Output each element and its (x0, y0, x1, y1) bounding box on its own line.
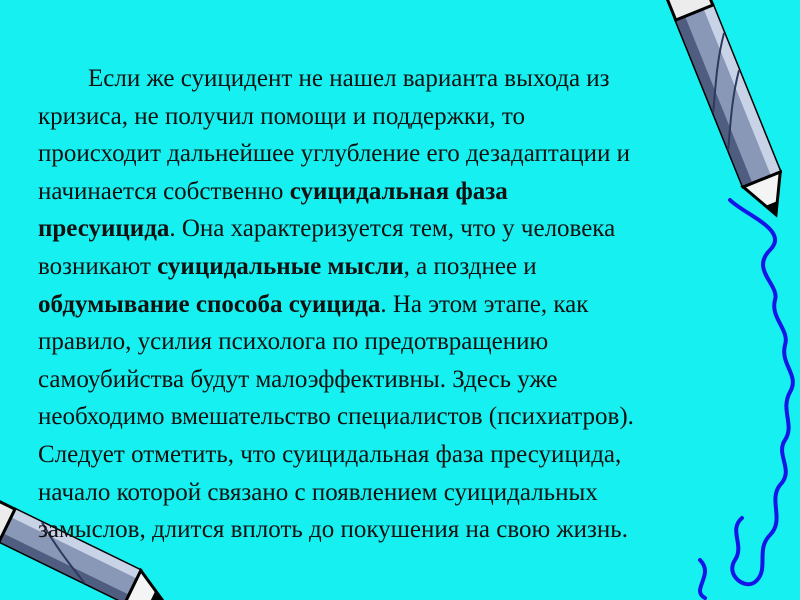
text-segment: начинается собственно (38, 177, 290, 205)
text-line (38, 286, 798, 324)
text-segment: кризиса, не получил помощи и поддержки, то (38, 102, 526, 130)
text-segment: начало которой связано с появлением суицидальных (38, 478, 598, 506)
text-segment: Следует отметить, что суицидальная фаза пресуицида, (38, 440, 622, 468)
text-segment: Если же суицидент не нашел варианта выхода из (38, 65, 610, 92)
text-segment: необходимо вмешательство специалистов (психиатров). (38, 403, 634, 431)
text-line (38, 173, 798, 211)
bold-text: суицидальная фаза (289, 177, 508, 205)
text-segment: . Она характеризуется тем, что у человека (169, 215, 616, 243)
text-segment: самоубийства будут малоэффективны. Здесь уже (38, 365, 558, 393)
bold-text: обдумывание способа суицида (38, 290, 381, 318)
text-line (38, 474, 798, 512)
bold-text: пресуицида (38, 215, 170, 243)
text-segment: возникают (38, 252, 158, 280)
text-line (38, 135, 798, 173)
text-segment: происходит дальнейшее углубление его дезадаптации и (38, 140, 631, 168)
text-segment: , а позднее и (403, 252, 537, 280)
text-line (38, 210, 798, 248)
text-line (38, 436, 798, 474)
text-segment: . На этом этапе, как (380, 290, 589, 318)
text-segment: замыслов, длится вплоть до покушения на свою жизнь. (38, 516, 628, 544)
body-text (38, 60, 798, 549)
text-line (38, 248, 798, 286)
text-line (38, 98, 798, 136)
text-line (38, 60, 798, 98)
text-line (38, 361, 798, 399)
text-line (38, 511, 798, 549)
text-line (38, 398, 798, 436)
text-segment: правило, усилия психолога по предотвращению (38, 328, 549, 356)
text-line (38, 323, 798, 361)
bold-text: суицидальные мысли (157, 252, 404, 280)
